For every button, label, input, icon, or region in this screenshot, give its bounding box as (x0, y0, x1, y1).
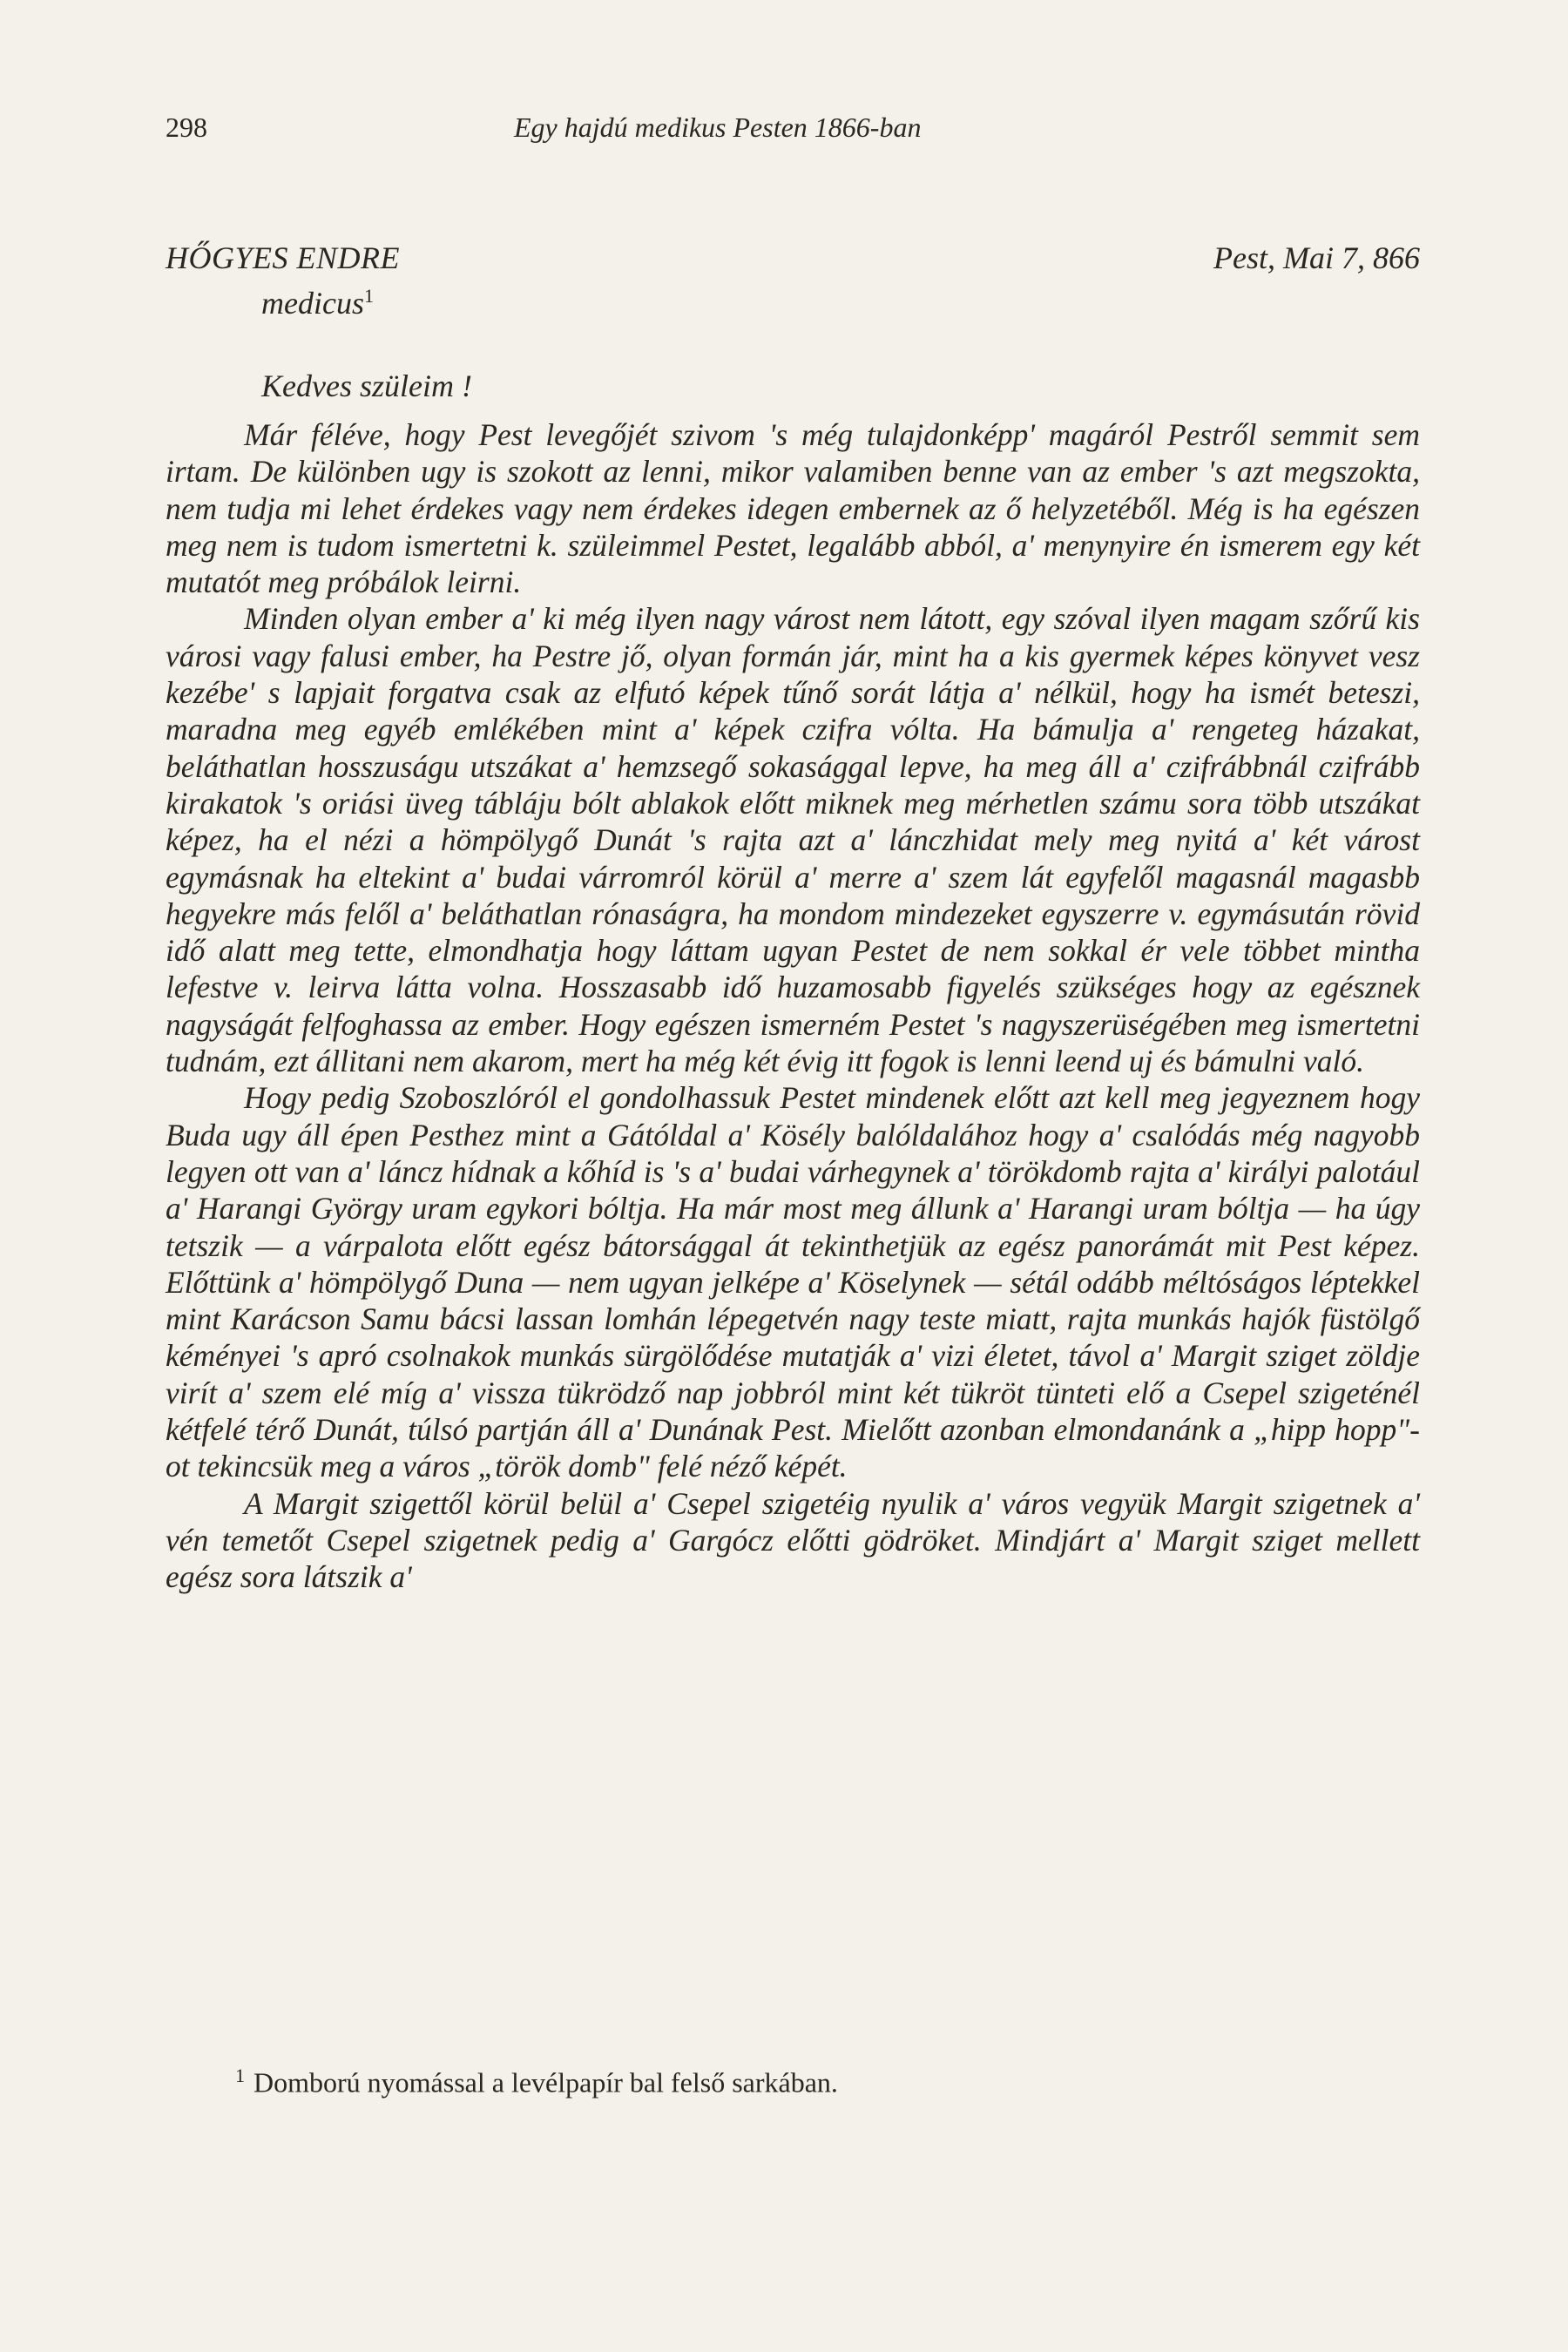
footnote-marker: 1 (363, 285, 374, 307)
page-number: 298 (166, 112, 207, 143)
footnote-number: 1 (235, 2065, 245, 2086)
sender-role (261, 285, 374, 321)
footnote-text: Domború nyomással a levélpapír bal felső sarkában. (253, 2066, 838, 2099)
place-date: Pest, Mai 7, 866 (1213, 240, 1420, 275)
salutation: Kedves szüleim ! (261, 368, 472, 403)
paragraph-1: Már féléve, hogy Pest levegőjét szivom 's még tulajdonképp' magáról Pestről semmit sem irtam. De különben ugy is szokott az lenni, mikor valamiben benne van az ember 's azt megszokta, nem tudja mi lehet érdekes vagy nem érdekes idegen embernek az ő helyzetéből. Még is ha egészen meg nem is tudom ismertetni k. szüleimmel Pestet, legalább abból, a' menynyire én ismerem egy két mutatót meg próbálok leirni. (166, 417, 1420, 600)
running-title: Egy hajdú medikus Pesten 1866-ban (514, 112, 922, 143)
paragraph-2: Minden olyan ember a' ki még ilyen nagy várost nem látott, egy szóval ilyen magam szőrű kis városi vagy falusi ember, ha Pestre jő, olyan formán jár, mint ha a kis gyermek képes könyvet vesz kezébe' s lapjait forgatva csak az elfutó képek tűnő sorát látja a' nélkül, hogy ha ismét beteszi, maradna meg egyéb emlékében mint a' képek czifra vólta. Ha bámulja a' rengeteg házakat, beláthatlan hosszuságu utszákat a' hemzsegő sokasággal lepve, ha meg áll a' czifrábbnál czifrább kirakatok 's oriási üveg tábláju bólt ablakok előtt miknek meg mérhetlen számu sora több utszákat képez, ha el nézi a hömpölygő Dunát 's rajta azt a' lánczhidat mely meg nyitá a' két várost egymásnak ha eltekint a' budai várromról körül a' merre a' szem lát egyfelől magasnál magasbb hegyekre más felől a' beláthatlan rónaságra, ha mondom mindezeket egyszerre v. egymásután rövid idő alatt meg tette, elmondhatja hogy láttam ugyan Pestet de nem sokkal ér vele többet mintha lefestve v. leirva látta volna. Hosszasabb idő huzamosabb figyelés szükséges hogy az egésznek nagyságát felfoghassa az ember. Hogy egészen ismerném Pestet 's nagyszerüségében meg ismertetni tudnám, ezt állitani nem akarom, mert ha még két évig itt fogok is lenni leend uj és bámulni való. (166, 601, 1420, 1079)
paragraph-3: Hogy pedig Szoboszlóról el gondolhassuk Pestet mindenek előtt azt kell meg jegyeznem hogy Buda ugy áll épen Pesthez mint a Gátóldal a' Kösély balóldalához hogy a' csalódás még nagyobb legyen ott van a' láncz hídnak a kőhíd is 's a' budai várhegynek a' törökdomb rajta a' királyi palotául a' Harangi György uram egykori bóltja. Ha már most meg állunk a' Harangi uram bóltja — ha úgy tetszik — a várpalota előtt egész bátorsággal át tekinthetjük az egész panorámát mit Pest képez. Előttünk a' hömpölygő Duna — nem ugyan jelképe a' Köselynek — sétál odább méltóságos léptekkel mint Karácson Samu bácsi lassan lomhán lépegetvén nagy teste miatt, rajta munkás hajók füstölgő kéményei 's apró csolnakok munkás sürgölődése mutatják a' vizi életet, távol a' Margit sziget zöldje virít a' szem elé míg a' vissza tükrödző nap jobbról mint két tükröt tünteti elő a Csepel szigeténél kétfelé térő Dunát, túlsó partján áll a' Dunának Pest. Mielőtt azonban elmondanánk a „hipp hopp"-ot tekincsük meg a város „török domb" felé néző képét. (166, 1080, 1420, 1484)
footnote (235, 2065, 838, 2099)
letter-head (166, 240, 1420, 327)
sender-role-text: medicus (261, 286, 364, 321)
letter-body (166, 416, 1420, 1596)
running-head (166, 112, 1420, 155)
paragraph-4: A Margit szigettől körül belül a' Csepel szigetéig nyulik a' város vegyük Margit szigetnek a' vén temetőt Csepel szigetnek pedig a' Gargócz előtti gödröket. Mindjárt a' Margit sziget mellett egész sora látszik a' (166, 1485, 1420, 1595)
sender-name: HŐGYES ENDRE (166, 240, 400, 275)
